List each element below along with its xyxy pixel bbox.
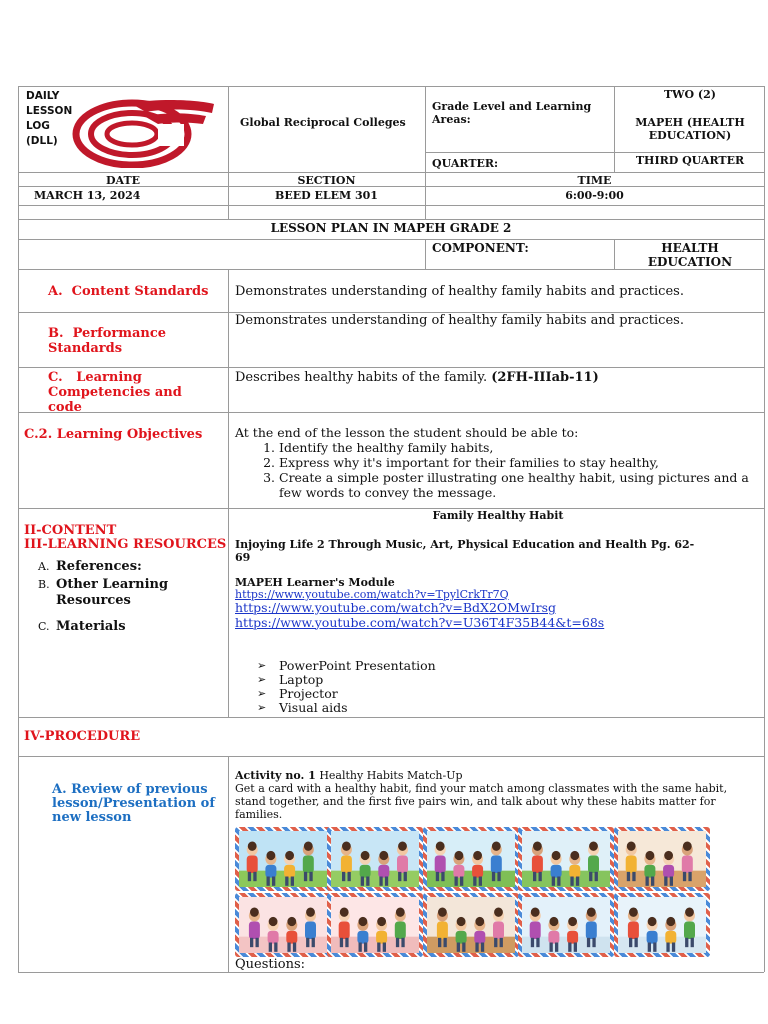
table-top-border [18, 86, 764, 87]
table-right-border [764, 86, 765, 972]
section-label: SECTION [297, 174, 356, 187]
component-label: COMPONENT: [432, 241, 529, 255]
component-value: HEALTH EDUCATION [647, 241, 733, 269]
section-value: BEED ELEM 301 [275, 189, 378, 202]
row-divider [18, 205, 764, 206]
material-item: ➢ Projector [279, 687, 579, 701]
col-divider [614, 239, 615, 269]
family-cleaning-picture [518, 893, 614, 957]
col-divider [228, 269, 229, 508]
video-link[interactable]: https://www.youtube.com/watch?v=U36T4F35B44&t=68s [235, 614, 605, 630]
material-item: ➢ PowerPoint Presentation [279, 659, 579, 673]
performance-standards-text: Demonstrates understanding of healthy family habits and practices. [235, 313, 684, 328]
school-name: Global Reciprocal Colleges [240, 116, 406, 129]
family-exercise-picture [327, 827, 423, 891]
grade-value: TWO (2) [663, 88, 716, 101]
material-item: ➢ Visual aids [279, 701, 579, 715]
questions-label: Questions: [235, 957, 306, 972]
row-divider [18, 172, 764, 173]
row-divider [18, 219, 764, 220]
family-meal-picture [614, 827, 710, 891]
procedure-label: IV-PROCEDURE [24, 729, 141, 744]
activity-number: Activity no. 1 [235, 769, 316, 782]
time-label: TIME [577, 174, 612, 187]
family-camping-picture [518, 827, 614, 891]
module-label: MAPEH Learner's Module [235, 576, 395, 589]
family-camping-picture [423, 827, 519, 891]
col-divider [614, 86, 615, 172]
row-divider [18, 269, 764, 270]
grade-level-label: Grade Level and Learning Areas: [432, 100, 592, 126]
col-divider [425, 239, 426, 269]
activity-heading [235, 769, 755, 782]
lesson-title: LESSON PLAN IN MAPEH GRADE 2 [270, 221, 512, 235]
activity-instructions: Get a card with a healthy habit, find your match among classmates with the same habit, stand together, and the first five pairs win, and talk about why these habits matter for families. [235, 782, 728, 821]
learning-competencies-label: C. Learning Competencies and code [48, 370, 187, 415]
content-standards-text: Demonstrates understanding of healthy family habits and practices. [235, 284, 684, 299]
row-divider [18, 239, 764, 240]
content-topic: Family Healthy Habit [432, 509, 564, 522]
quarter-value: THIRD QUARTER [635, 154, 745, 167]
learning-area-value: MAPEH (HEALTH EDUCATION) [635, 116, 745, 142]
date-value: MARCH 13, 2024 [34, 189, 141, 202]
table-bottom-border [18, 972, 764, 973]
learning-objectives-label: C.2. Learning Objectives [24, 427, 203, 442]
family-meal-picture [423, 893, 519, 957]
learning-objectives-block [235, 425, 757, 500]
learning-competencies-text [235, 370, 755, 385]
objective-item: 2. Express why it's important for their families to stay healthy, [279, 455, 757, 470]
reference-text: Injoying Life 2 Through Music, Art, Physical Education and Health Pg. 62-69 [235, 538, 695, 564]
table-left-border [18, 86, 19, 972]
col-divider [228, 508, 229, 717]
resource-other: B. Other Learning Resources [38, 577, 169, 608]
objectives-intro: At the end of the lesson the student should be able to: [235, 425, 579, 440]
content-section-label: II-CONTENT [24, 523, 117, 538]
date-label: DATE [105, 174, 141, 187]
row-divider [18, 367, 764, 368]
materials-list [235, 659, 579, 715]
activity-title: Healthy Habits Match-Up [319, 769, 463, 782]
material-item: ➢ Laptop [279, 673, 579, 687]
competency-description: Describes healthy habits of the family. [235, 370, 488, 385]
school-logo [70, 94, 216, 168]
video-link[interactable]: https://www.youtube.com/watch?v=BdX2OMwIrsg [235, 600, 556, 615]
quarter-label: QUARTER: [432, 157, 499, 170]
family-cleaning-picture [614, 893, 710, 957]
objective-item: 1. Identify the healthy family habits, [279, 440, 757, 455]
resource-items [30, 559, 220, 635]
family-portrait-picture [235, 893, 331, 957]
video-link[interactable]: https://www.youtube.com/watch?v=TpylCrkTr7Q [235, 588, 509, 601]
row-divider [425, 152, 764, 153]
video-links [235, 588, 755, 630]
col-divider [228, 756, 229, 972]
family-portrait-picture [327, 893, 423, 957]
resource-materials: C. Materials [38, 619, 126, 634]
review-lesson-label: A. Review of previous lesson/Presentation of new lesson [52, 782, 215, 825]
row-divider [18, 717, 764, 718]
competency-code: (2FH-IIIab-11) [491, 370, 599, 385]
performance-standards-label: B. Performance Standards [48, 326, 171, 356]
objectives-list [235, 440, 757, 500]
time-value: 6:00-9:00 [565, 189, 624, 202]
content-standards-label: A. Content Standards [48, 284, 209, 299]
dll-label: DAILY LESSON LOG (DLL) [26, 90, 73, 147]
family-exercise-picture [235, 827, 331, 891]
learning-resources-label: III-LEARNING RESOURCES [24, 537, 227, 552]
objective-item: 3. Create a simple poster illustrating one healthy habit, using pictures and a few words to convey the message. [279, 470, 757, 500]
resource-references: A. References: [38, 559, 142, 574]
row-divider [18, 756, 764, 757]
